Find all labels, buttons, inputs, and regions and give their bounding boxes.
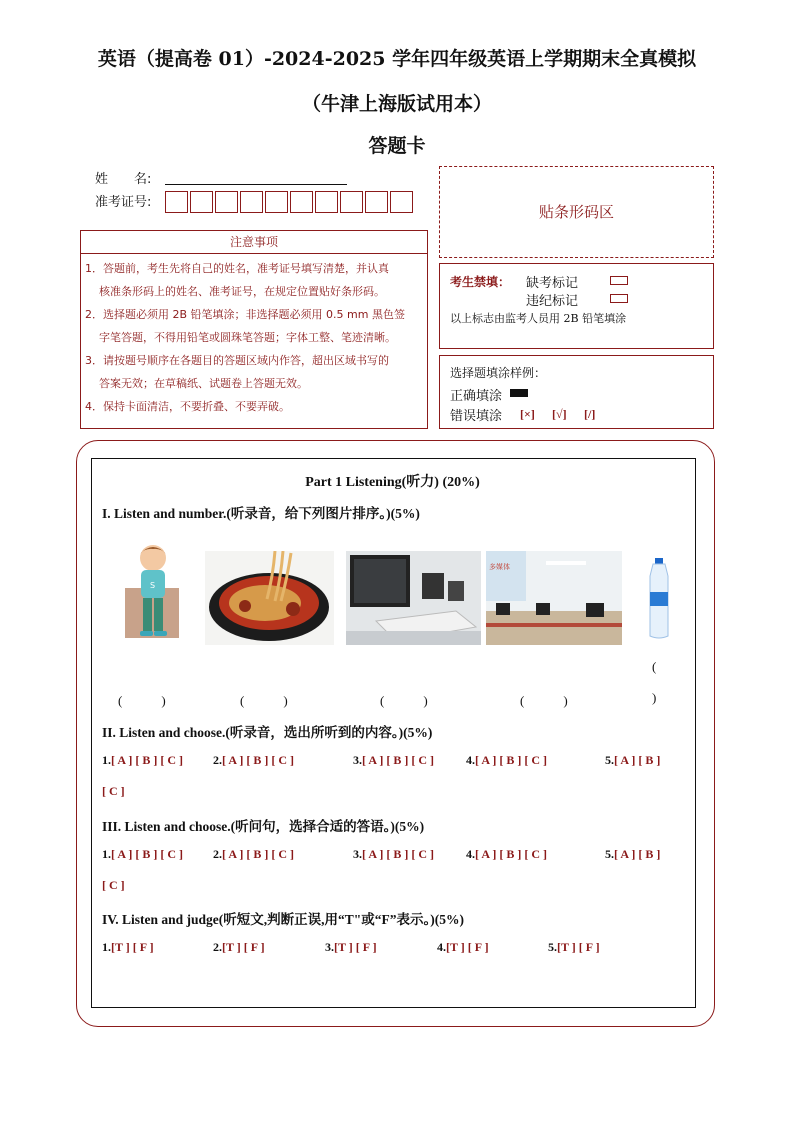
computer-room-image (486, 551, 622, 645)
answer-options-overflow[interactable]: [ C ] (102, 878, 125, 892)
noodles-image (205, 551, 334, 645)
answer-options[interactable]: [ A ] [ B ] (614, 753, 661, 767)
number-paren-1[interactable]: ( ) (118, 693, 166, 708)
number-paren-2[interactable]: ( ) (240, 693, 288, 708)
wrong-fill-label: 错误填涂 (450, 409, 503, 424)
section4-title: IV. Listen and judge(听短文,判断正误,用“T"或“F”表示。)(5%) (102, 912, 465, 927)
wrong-mark-check: [√] (552, 407, 567, 421)
wrong-mark-slash: [/] (584, 407, 596, 421)
correct-fill-label: 正确填涂 (450, 389, 503, 404)
answer-options[interactable]: [ A ] [ B ] (614, 847, 661, 861)
question-number: 5. (605, 753, 614, 767)
notes-title: 注意事项 (81, 231, 427, 254)
answer-options[interactable]: [ A ] [ B ] [ C ] (222, 847, 294, 861)
notes-box (80, 230, 428, 429)
note-line: 3．请按题号顺序在各题目的答题区域内作答，超出区域书写的 (85, 354, 389, 367)
question-number: 4. (437, 940, 446, 954)
page-subtitle: （牛津上海版试用本） (301, 93, 492, 115)
note-line: 1．答题前，考生先将自己的姓名，准考证号填写清楚，并认真 (85, 262, 389, 275)
answer-options[interactable]: [T ] [ F ] (111, 940, 154, 954)
question-number: 1. (102, 940, 111, 954)
svg-text:多媒体: 多媒体 (489, 563, 510, 571)
question-number: 4. (466, 847, 475, 861)
prohibit-label: 考生禁填： (450, 275, 511, 289)
svg-text:S: S (150, 581, 156, 590)
answer-options[interactable]: [ A ] [ B ] [ C ] (222, 753, 294, 767)
wrong-mark-cross: [×] (520, 407, 535, 421)
barcode-label: 贴条形码区 (538, 203, 614, 221)
question-number: 3. (325, 940, 334, 954)
sample-box (439, 355, 714, 429)
answer-options[interactable]: [T ] [ F ] (446, 940, 489, 954)
exam-id-label: 准考证号: (95, 195, 152, 210)
question-number: 5. (605, 847, 614, 861)
note-line: 字笔答题，不得用铅笔或圆珠笔答题；字体工整、笔迹清晰。 (99, 331, 396, 344)
question-number: 1. (102, 847, 111, 861)
violation-mark-label: 违纪标记 (526, 294, 579, 309)
absent-mark-label: 缺考标记 (526, 276, 579, 291)
note-line: 2．选择题必须用 2B 铅笔填涂；非选择题必须用 0.5 mm 黑色签 (85, 308, 405, 321)
question-number: 2. (213, 847, 222, 861)
question-number: 3. (353, 753, 362, 767)
answer-options[interactable]: [ A ] [ B ] [ C ] (475, 847, 547, 861)
boy-image (117, 540, 187, 645)
number-paren-3[interactable]: ( ) (380, 693, 428, 708)
question-number: 5. (548, 940, 557, 954)
note-line: 答案无效；在草稿纸、试题卷上答题无效。 (99, 377, 308, 390)
name-field[interactable] (165, 184, 347, 185)
barcode-area (439, 166, 714, 258)
question-number: 2. (213, 940, 222, 954)
computer-image (346, 551, 481, 645)
answer-options[interactable]: [T ] [ F ] (334, 940, 377, 954)
answer-options[interactable]: [ A ] [ B ] [ C ] (362, 847, 434, 861)
answer-options[interactable]: [ A ] [ B ] [ C ] (111, 847, 183, 861)
number-paren-5-close: ) (652, 690, 657, 705)
question-number: 1. (102, 753, 111, 767)
answer-card-title: 答题卡 (368, 135, 426, 157)
section1-title: I. Listen and number.(听录音，给下列图片排序。)(5%) (102, 506, 420, 521)
question-number: 2. (213, 753, 222, 767)
number-paren-4[interactable]: ( ) (520, 693, 568, 708)
section2-title: II. Listen and choose.(听录音，选出所听到的内容。)(5%) (102, 725, 433, 740)
prohibit-box (439, 263, 714, 349)
name-label: 姓 名: (95, 172, 152, 187)
prohibit-note: 以上标志由监考人员用 2B 铅笔填涂 (450, 312, 627, 325)
water-bottle-image (644, 558, 674, 640)
note-line: 核准条形码上的姓名、准考证号，在规定位置贴好条形码。 (99, 285, 385, 298)
exam-id-grid[interactable] (165, 191, 417, 215)
part1-title: Part 1 Listening(听力) (20%) (305, 475, 480, 490)
violation-mark-box[interactable] (610, 294, 628, 303)
answer-options-overflow[interactable]: [ C ] (102, 784, 125, 798)
answer-options[interactable]: [T ] [ F ] (222, 940, 265, 954)
answer-options[interactable]: [T ] [ F ] (557, 940, 600, 954)
answer-options[interactable]: [ A ] [ B ] [ C ] (111, 753, 183, 767)
page-title: 英语（提高卷 01）-2024-2025 学年四年级英语上学期期末全真模拟 (97, 48, 697, 70)
question-number: 3. (353, 847, 362, 861)
answer-options[interactable]: [ A ] [ B ] [ C ] (475, 753, 547, 767)
correct-fill-sample (510, 389, 528, 397)
number-paren-5-open[interactable]: ( (652, 659, 657, 674)
question-number: 4. (466, 753, 475, 767)
absent-mark-box[interactable] (610, 276, 628, 285)
section3-title: III. Listen and choose.(听问句，选择合适的答语。)(5%) (102, 819, 425, 834)
note-line: 4．保持卡面清洁，不要折叠、不要弄破。 (85, 400, 290, 413)
sample-title: 选择题填涂样例： (450, 366, 547, 380)
answer-options[interactable]: [ A ] [ B ] [ C ] (362, 753, 434, 767)
